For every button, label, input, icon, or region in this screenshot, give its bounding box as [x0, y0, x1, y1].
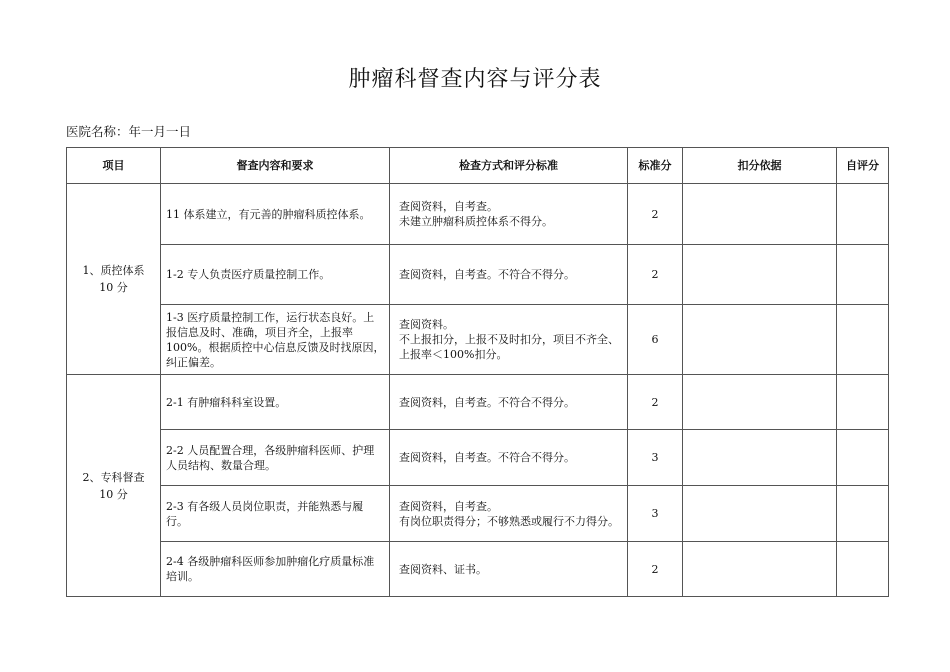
method-line: 查阅资料。 [399, 318, 454, 331]
table-row [67, 305, 889, 375]
standard-score-cell: 3 [628, 430, 683, 486]
deduction-basis-cell [683, 486, 837, 542]
deduction-basis-cell [683, 184, 837, 245]
method-line: 未建立肿瘤科质控体系不得分。 [399, 215, 553, 228]
category-cell [67, 184, 161, 375]
method-line: 查阅资料，自考查。 [399, 499, 498, 513]
standard-score-cell: 2 [628, 245, 683, 305]
method-cell [390, 430, 628, 486]
content-cell: 2-2 人员配置合理，各级肿瘤科医师、护理人员结构、数量合理。 [161, 430, 390, 486]
category-cell [67, 375, 161, 597]
standard-score-cell: 2 [628, 184, 683, 245]
method-line: 有岗位职责得分；不够熟悉或履行不力得分。 [399, 514, 619, 528]
table-row [67, 375, 889, 430]
method-cell [390, 542, 628, 597]
self-score-cell [837, 245, 889, 305]
deduction-basis-cell [683, 375, 837, 430]
deduction-basis-cell [683, 245, 837, 305]
header-self-score: 自评分 [837, 148, 889, 184]
method-cell [390, 245, 628, 305]
hospital-date-line: 医院名称：年一月一日 [66, 124, 192, 139]
self-score-cell [837, 430, 889, 486]
self-score-cell [837, 305, 889, 375]
self-score-cell [837, 542, 889, 597]
header-item: 项目 [67, 148, 161, 184]
self-score-cell [837, 486, 889, 542]
method-cell [390, 375, 628, 430]
content-cell: 1-3 医疗质量控制工作，运行状态良好。上报信息及时、准确，项目齐全，上报率100%。根据质控中心信息反馈及时找原因，纠正偏差。 [161, 305, 390, 375]
method-line: 查阅资料，自考查。 [399, 200, 498, 213]
self-score-cell [837, 375, 889, 430]
method-line: 查阅资料、证书。 [399, 562, 487, 576]
deduction-basis-cell [683, 430, 837, 486]
standard-score-cell: 2 [628, 375, 683, 430]
method-cell [390, 305, 628, 375]
table-row [67, 430, 889, 486]
table-row [67, 486, 889, 542]
category-name: 2、专科督查 [82, 470, 145, 484]
standard-score-cell: 3 [628, 486, 683, 542]
standard-score-cell: 6 [628, 305, 683, 375]
content-cell: 11 体系建立，有元善的肿瘤科质控体系。 [161, 184, 390, 245]
method-cell [390, 184, 628, 245]
content-cell: 2-4 各级肿瘤科医师参加肿瘤化疗质量标准培训。 [161, 542, 390, 597]
header-standard-score: 标准分 [628, 148, 683, 184]
standard-score-cell: 2 [628, 542, 683, 597]
content-cell: 2-1 有肿瘤科科室设置。 [161, 375, 390, 430]
method-line: 不上报扣分，上报不及时扣分，项目不齐全、上报率＜100%扣分。 [399, 333, 619, 361]
method-line: 查阅资料，自考查。不符合不得分。 [399, 395, 575, 409]
category-points: 10 分 [99, 487, 128, 501]
method-line: 查阅资料，自考查。不符合不得分。 [399, 451, 575, 464]
content-cell: 1-2 专人负责医疗质量控制工作。 [161, 245, 390, 305]
evaluation-table [66, 147, 889, 597]
deduction-basis-cell [683, 305, 837, 375]
category-name: 1、质控体系 [82, 264, 145, 277]
header-row [67, 148, 889, 184]
header-deduction-basis: 扣分依据 [683, 148, 837, 184]
header-content: 督查内容和要求 [161, 148, 390, 184]
table-row [67, 542, 889, 597]
method-line: 查阅资料，自考查。不符合不得分。 [399, 268, 575, 281]
category-points: 10 分 [99, 281, 128, 294]
table-row [67, 245, 889, 305]
self-score-cell [837, 184, 889, 245]
content-cell: 2-3 有各级人员岗位职责，并能熟悉与履行。 [161, 486, 390, 542]
page-title: 肿瘤科督查内容与评分表 [348, 67, 602, 92]
table-row [67, 184, 889, 245]
deduction-basis-cell [683, 542, 837, 597]
header-method: 检查方式和评分标准 [390, 148, 628, 184]
method-cell [390, 486, 628, 542]
